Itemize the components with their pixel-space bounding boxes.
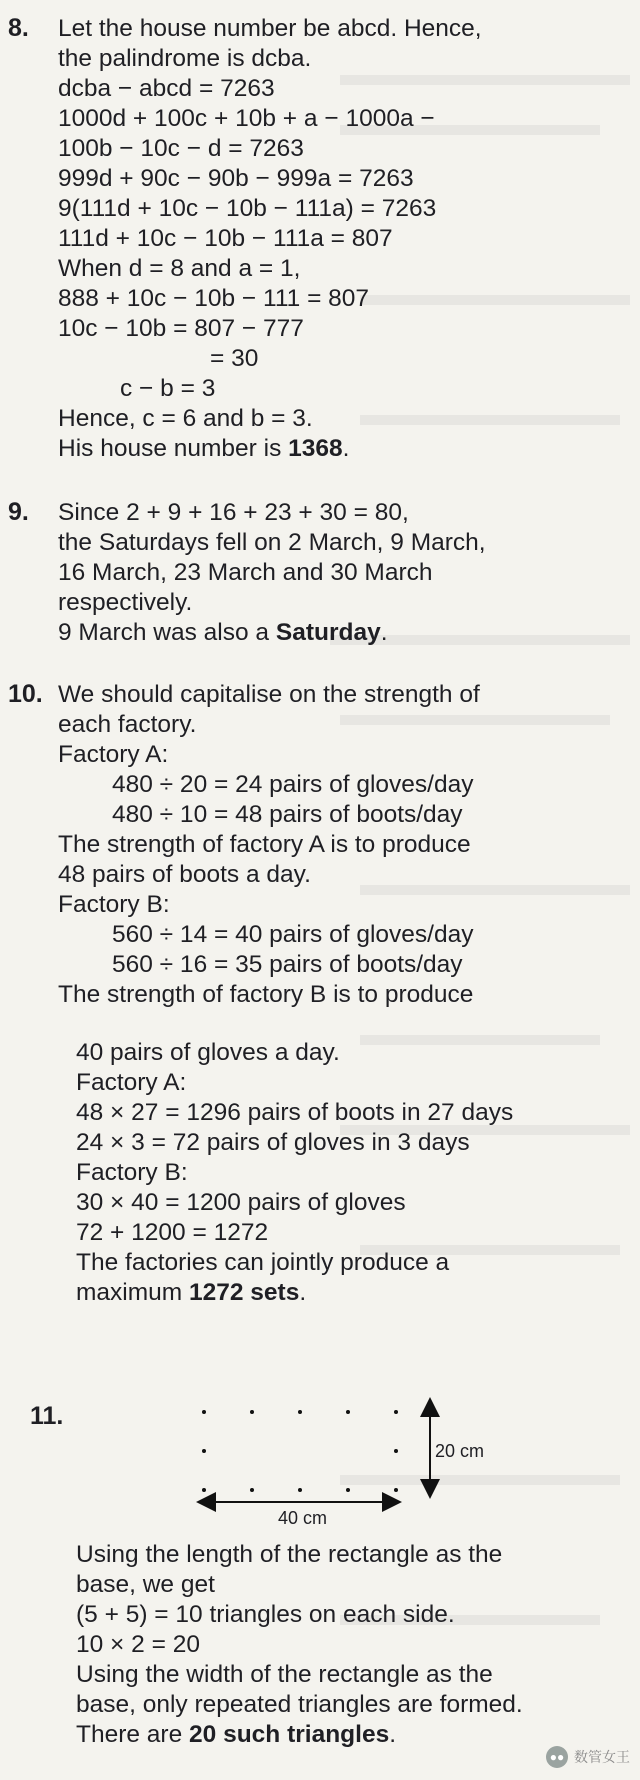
answer-line [58,434,349,464]
equation-line: 111d + 10c − 10b − 111a = 807 [58,225,393,252]
answer-suffix: . [299,1279,307,1306]
answer-value: 1368 [288,435,343,462]
question-number: 11. [30,1402,64,1430]
text-line: respectively. [58,589,193,616]
text-line: 48 pairs of boots a day. [58,861,311,888]
factory-label: Factory B: [58,891,170,918]
text-line: The strength of factory B is to produce [58,981,474,1008]
text-line: Using the length of the rectangle as the [76,1541,503,1568]
answer-line [76,1720,396,1750]
answer-prefix: 9 March was also a [58,619,276,646]
equation-line: 10c − 10b = 807 − 777 [58,315,304,342]
equation-line: (5 + 5) = 10 triangles on each side. [76,1601,455,1628]
text-line: Hence, c = 6 and b = 3. [58,405,313,432]
text-line: Let the house number be abcd. Hence, [58,15,482,42]
answer-line [58,618,388,648]
question-number: 9. [8,498,29,526]
answer-suffix: . [380,619,388,646]
watermark [546,1746,630,1768]
width-label: 40 cm [278,1508,328,1528]
answer-value: Saturday [275,619,381,646]
text-line: Since 2 + 9 + 16 + 23 + 30 = 80, [58,499,409,526]
equation-line: 24 × 3 = 72 pairs of gloves in 3 days [76,1129,470,1156]
answer-line [76,1278,306,1308]
equation-line: = 30 [210,345,259,372]
question-number: 8. [8,14,29,42]
answer-suffix: . [342,435,350,462]
equation-line: c − b = 3 [120,375,216,402]
equation-line: 9(111d + 10c − 10b − 111a) = 7263 [58,195,437,222]
answer-value: 1272 sets [188,1279,300,1306]
text-line: The strength of factory A is to produce [58,831,471,858]
factory-label: Factory B: [76,1159,188,1186]
equation-line: 48 × 27 = 1296 pairs of boots in 27 days [76,1099,514,1126]
equation-line: 1000d + 100c + 10b + a − 1000a − [58,105,435,132]
factory-label: Factory A: [58,741,169,768]
text-line: We should capitalise on the strength of [58,681,480,708]
equation-line: 72 + 1200 = 1272 [76,1219,269,1246]
equation-line: 100b − 10c − d = 7263 [58,135,304,162]
watermark-text: 数管女王 [574,1749,630,1765]
equation-line: 560 ÷ 14 = 40 pairs of gloves/day [112,921,474,948]
rectangle-dot-diagram [190,1395,485,1535]
text-line: Using the width of the rectangle as the [76,1661,493,1688]
wechat-icon: ●● [546,1746,568,1768]
equation-line: 480 ÷ 10 = 48 pairs of boots/day [112,801,463,828]
text-line: each factory. [58,711,197,738]
text-line: 16 March, 23 March and 30 March [58,559,433,586]
text-line: The factories can jointly produce a [76,1249,450,1276]
answer-prefix: His house number is [58,435,289,462]
equation-line: 480 ÷ 20 = 24 pairs of gloves/day [112,771,474,798]
answer-prefix: maximum [76,1279,189,1306]
height-label: 20 cm [435,1441,485,1461]
text-line: the Saturdays fell on 2 March, 9 March, [58,529,486,556]
equation-line: dcba − abcd = 7263 [58,75,275,102]
text-line: base, only repeated triangles are formed. [76,1691,523,1718]
equation-line: 30 × 40 = 1200 pairs of gloves [76,1189,406,1216]
text-line: 40 pairs of gloves a day. [76,1039,340,1066]
equation-line: 10 × 2 = 20 [76,1631,200,1658]
factory-label: Factory A: [76,1069,187,1096]
text-line: When d = 8 and a = 1, [58,255,301,282]
answer-prefix: There are [76,1721,190,1748]
equation-line: 999d + 90c − 90b − 999a = 7263 [58,165,414,192]
equation-line: 888 + 10c − 10b − 111 = 807 [58,285,370,312]
text-line: the palindrome is dcba. [58,45,312,72]
answer-suffix: . [389,1721,397,1748]
answer-value: 20 such triangles [189,1721,390,1748]
equation-line: 560 ÷ 16 = 35 pairs of boots/day [112,951,463,978]
text-line: base, we get [76,1571,215,1598]
question-number: 10. [8,680,43,708]
